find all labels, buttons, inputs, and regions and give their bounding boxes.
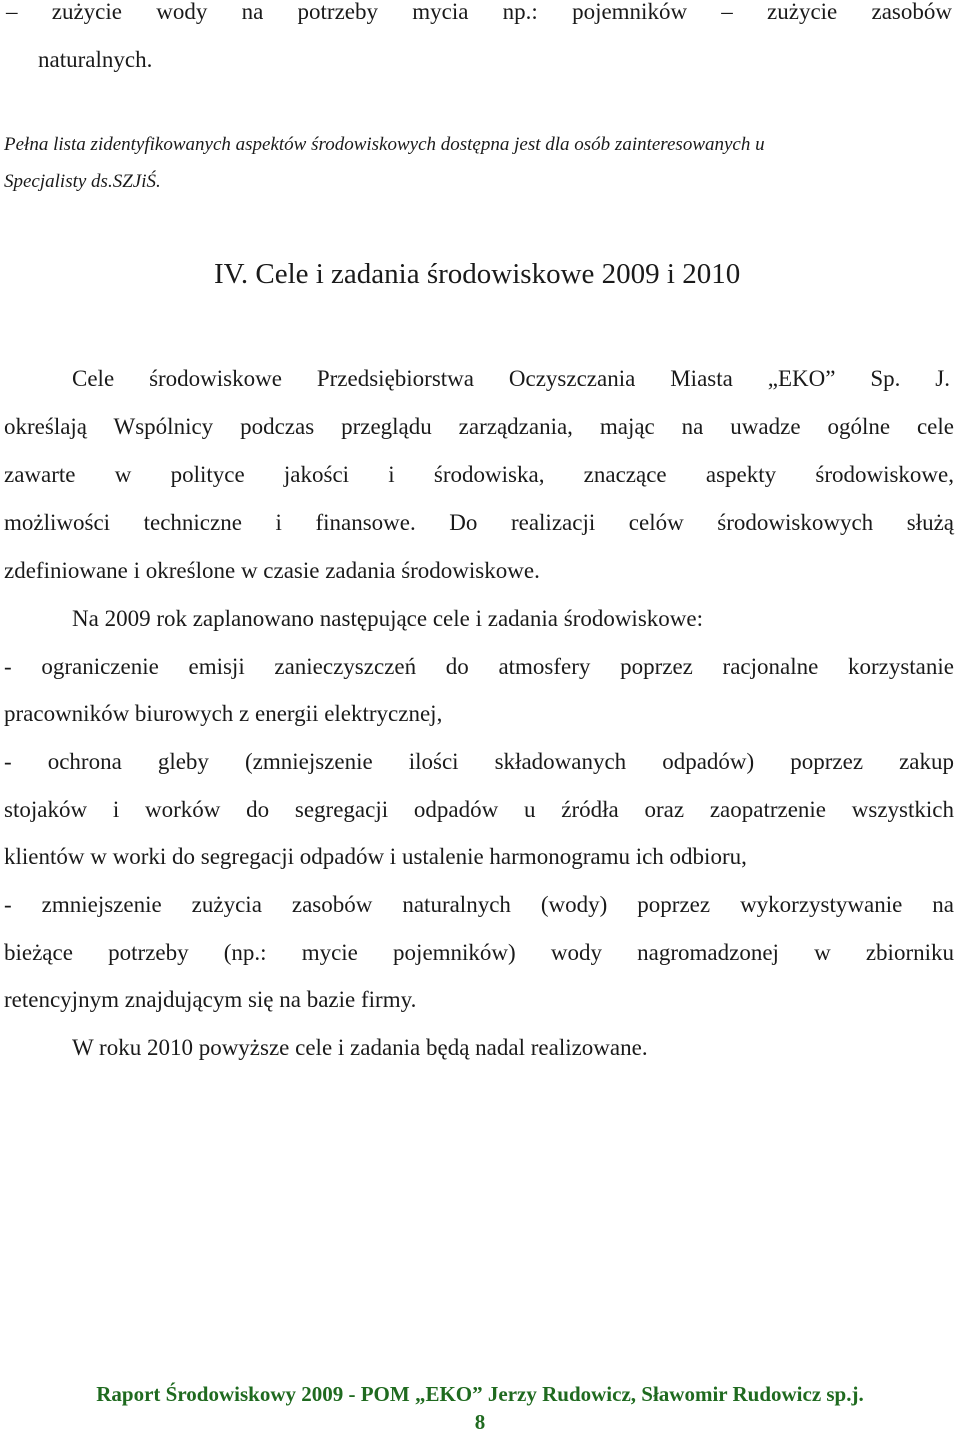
paragraph-1-line-1: Cele środowiskowe Przedsiębiorstwa Oczyszczania Miasta „EKO” Sp. J. xyxy=(72,366,950,391)
paragraph-1-line-2: określają Wspólnicy podczas przeglądu zarządzania, mając na uwadze ogólne cele xyxy=(4,414,954,439)
paragraph-2-line-1: Na 2009 rok zaplanowano następujące cele i zadania środowiskowe: xyxy=(72,606,703,631)
page-number: 8 xyxy=(474,1410,486,1434)
bullet-line-2: naturalnych. xyxy=(38,47,153,72)
bullet-line-1: – zużycie wody na potrzeby mycia np.: pojemników – zużycie zasobów xyxy=(6,0,952,24)
paragraph-1-line-4: możliwości techniczne i finansowe. Do realizacji celów środowiskowych służą xyxy=(4,510,954,535)
paragraph-2-line-4: - ochrona gleby (zmniejszenie ilości składowanych odpadów) poprzez zakup xyxy=(4,749,954,774)
note-line-1: Pełna lista zidentyfikowanych aspektów środowiskowych dostępna jest dla osób zainteresowanych u xyxy=(4,134,765,155)
paragraph-2-line-6: klientów w worki do segregacji odpadów i ustalenie harmonogramu ich odbioru, xyxy=(4,844,747,869)
paragraph-2-line-5: stojaków i worków do segregacji odpadów u źródła oraz zaopatrzenie wszystkich xyxy=(4,797,954,822)
paragraph-2-line-8: bieżące potrzeby (np.: mycie pojemników) wody nagromadzonej w zbiorniku xyxy=(4,940,954,965)
footer-title: Raport Środowiskowy 2009 - POM „EKO” Jerzy Rudowicz, Sławomir Rudowicz sp.j. xyxy=(96,1382,864,1406)
paragraph-1-line-5: zdefiniowane i określone w czasie zadania środowiskowe. xyxy=(4,558,540,583)
paragraph-2-line-9: retencyjnym znajdującym się na bazie firmy. xyxy=(4,987,417,1012)
paragraph-1-line-3: zawarte w polityce jakości i środowiska, znaczące aspekty środowiskowe, xyxy=(4,462,954,487)
paragraph-2-line-7: - zmniejszenie zużycia zasobów naturalnych (wody) poprzez wykorzystywanie na xyxy=(4,892,954,917)
paragraph-3-line-1: W roku 2010 powyższe cele i zadania będą nadal realizowane. xyxy=(72,1035,648,1060)
section-heading: IV. Cele i zadania środowiskowe 2009 i 2010 xyxy=(214,258,741,290)
paragraph-2-line-2: - ograniczenie emisji zanieczyszczeń do atmosfery poprzez racjonalne korzystanie xyxy=(4,654,954,679)
paragraph-2-line-3: pracowników biurowych z energii elektrycznej, xyxy=(4,701,443,726)
note-line-2: Specjalisty ds.SZJiŚ. xyxy=(4,171,161,192)
